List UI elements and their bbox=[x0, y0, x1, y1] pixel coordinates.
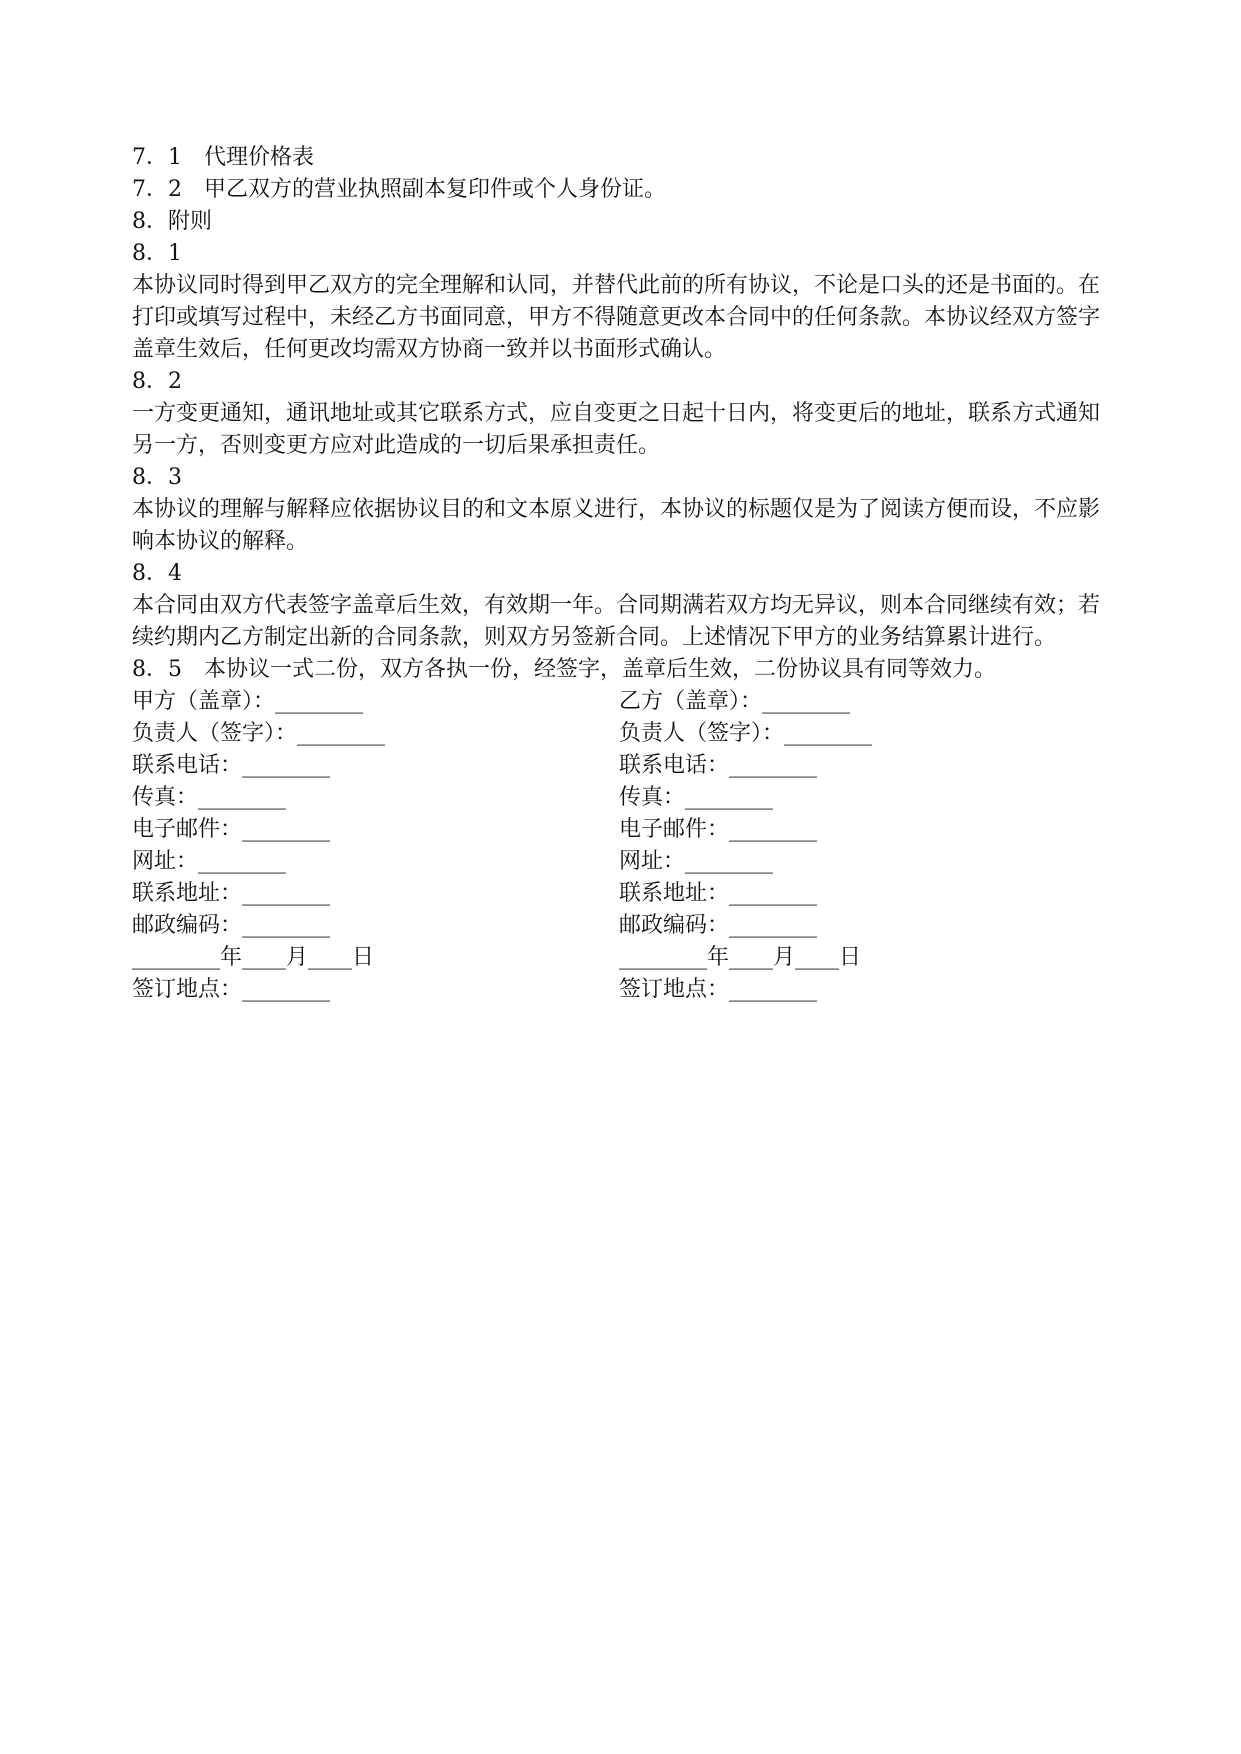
signature-row bbox=[132, 878, 1112, 910]
clause-8-4-number: 8．4 bbox=[132, 561, 182, 586]
signature-row bbox=[132, 782, 1112, 814]
document-page bbox=[132, 142, 1112, 1006]
clause-8-2-number: 8．2 bbox=[132, 369, 182, 394]
party-a-postcode-field: 邮政编码：________ bbox=[132, 913, 331, 938]
signature-row bbox=[132, 750, 1112, 782]
party-b-phone-field: 联系电话：________ bbox=[619, 753, 818, 778]
signature-row bbox=[132, 718, 1112, 750]
party-b-website-field: 网址：________ bbox=[619, 849, 774, 874]
clause-8-3-text: 本协议的理解与解释应依据协议目的和文本原义进行，本协议的标题仅是为了阅读方便而设，不应影响本协议的解释。 bbox=[132, 497, 1101, 554]
party-a-phone-field: 联系电话：________ bbox=[132, 753, 331, 778]
party-a-signing-place-field: 签订地点：________ bbox=[132, 977, 331, 1002]
clause-7-1: 7．1 代理价格表 bbox=[132, 145, 314, 170]
party-b-email-field: 电子邮件：________ bbox=[619, 817, 818, 842]
party-a-date-field: ________年____月____日 bbox=[132, 945, 375, 970]
clause-8-4-text: 本合同由双方代表签字盖章后生效，有效期一年。合同期满若双方均无异议，则本合同继续有效；若续约期内乙方制定出新的合同条款，则双方另签新合同。上述情况下甲方的业务结算累计进行。 bbox=[132, 593, 1101, 650]
party-b-seal-field: 乙方（盖章）：________ bbox=[619, 689, 851, 714]
section-8-heading: 8．附则 bbox=[132, 209, 212, 234]
party-a-seal-field: 甲方（盖章）：________ bbox=[132, 689, 364, 714]
signature-row bbox=[132, 846, 1112, 878]
party-a-address-field: 联系地址：________ bbox=[132, 881, 331, 906]
signature-row bbox=[132, 942, 1112, 974]
signature-row bbox=[132, 974, 1112, 1006]
signature-block bbox=[132, 686, 1112, 1006]
signature-row bbox=[132, 910, 1112, 942]
signature-row bbox=[132, 686, 1112, 718]
party-a-fax-field: 传真：________ bbox=[132, 785, 287, 810]
party-b-date-field: ________年____月____日 bbox=[619, 945, 862, 970]
clause-7-2: 7．2 甲乙双方的营业执照副本复印件或个人身份证。 bbox=[132, 177, 666, 202]
party-b-signing-place-field: 签订地点：________ bbox=[619, 977, 818, 1002]
party-a-representative-field: 负责人（签字）：________ bbox=[132, 721, 386, 746]
signature-row bbox=[132, 814, 1112, 846]
clause-8-2-text: 一方变更通知，通讯地址或其它联系方式，应自变更之日起十日内，将变更后的地址，联系方式通知另一方，否则变更方应对此造成的一切后果承担责任。 bbox=[132, 401, 1101, 458]
party-a-website-field: 网址：________ bbox=[132, 849, 287, 874]
party-b-address-field: 联系地址：________ bbox=[619, 881, 818, 906]
clause-8-5: 8．5 本协议一式二份，双方各执一份，经签字，盖章后生效，二份协议具有同等效力。 bbox=[132, 657, 996, 682]
clause-8-1-number: 8．1 bbox=[132, 241, 182, 266]
party-a-email-field: 电子邮件：________ bbox=[132, 817, 331, 842]
party-b-fax-field: 传真：________ bbox=[619, 785, 774, 810]
party-b-representative-field: 负责人（签字）：________ bbox=[619, 721, 873, 746]
clause-8-1-text: 本协议同时得到甲乙双方的完全理解和认同，并替代此前的所有协议，不论是口头的还是书面的。在打印或填写过程中，未经乙方书面同意，甲方不得随意更改本合同中的任何条款。本协议经双方签字盖章生效后，任何更改均需双方协商一致并以书面形式确认。 bbox=[132, 273, 1101, 362]
party-b-postcode-field: 邮政编码：________ bbox=[619, 913, 818, 938]
clause-8-3-number: 8．3 bbox=[132, 465, 182, 490]
